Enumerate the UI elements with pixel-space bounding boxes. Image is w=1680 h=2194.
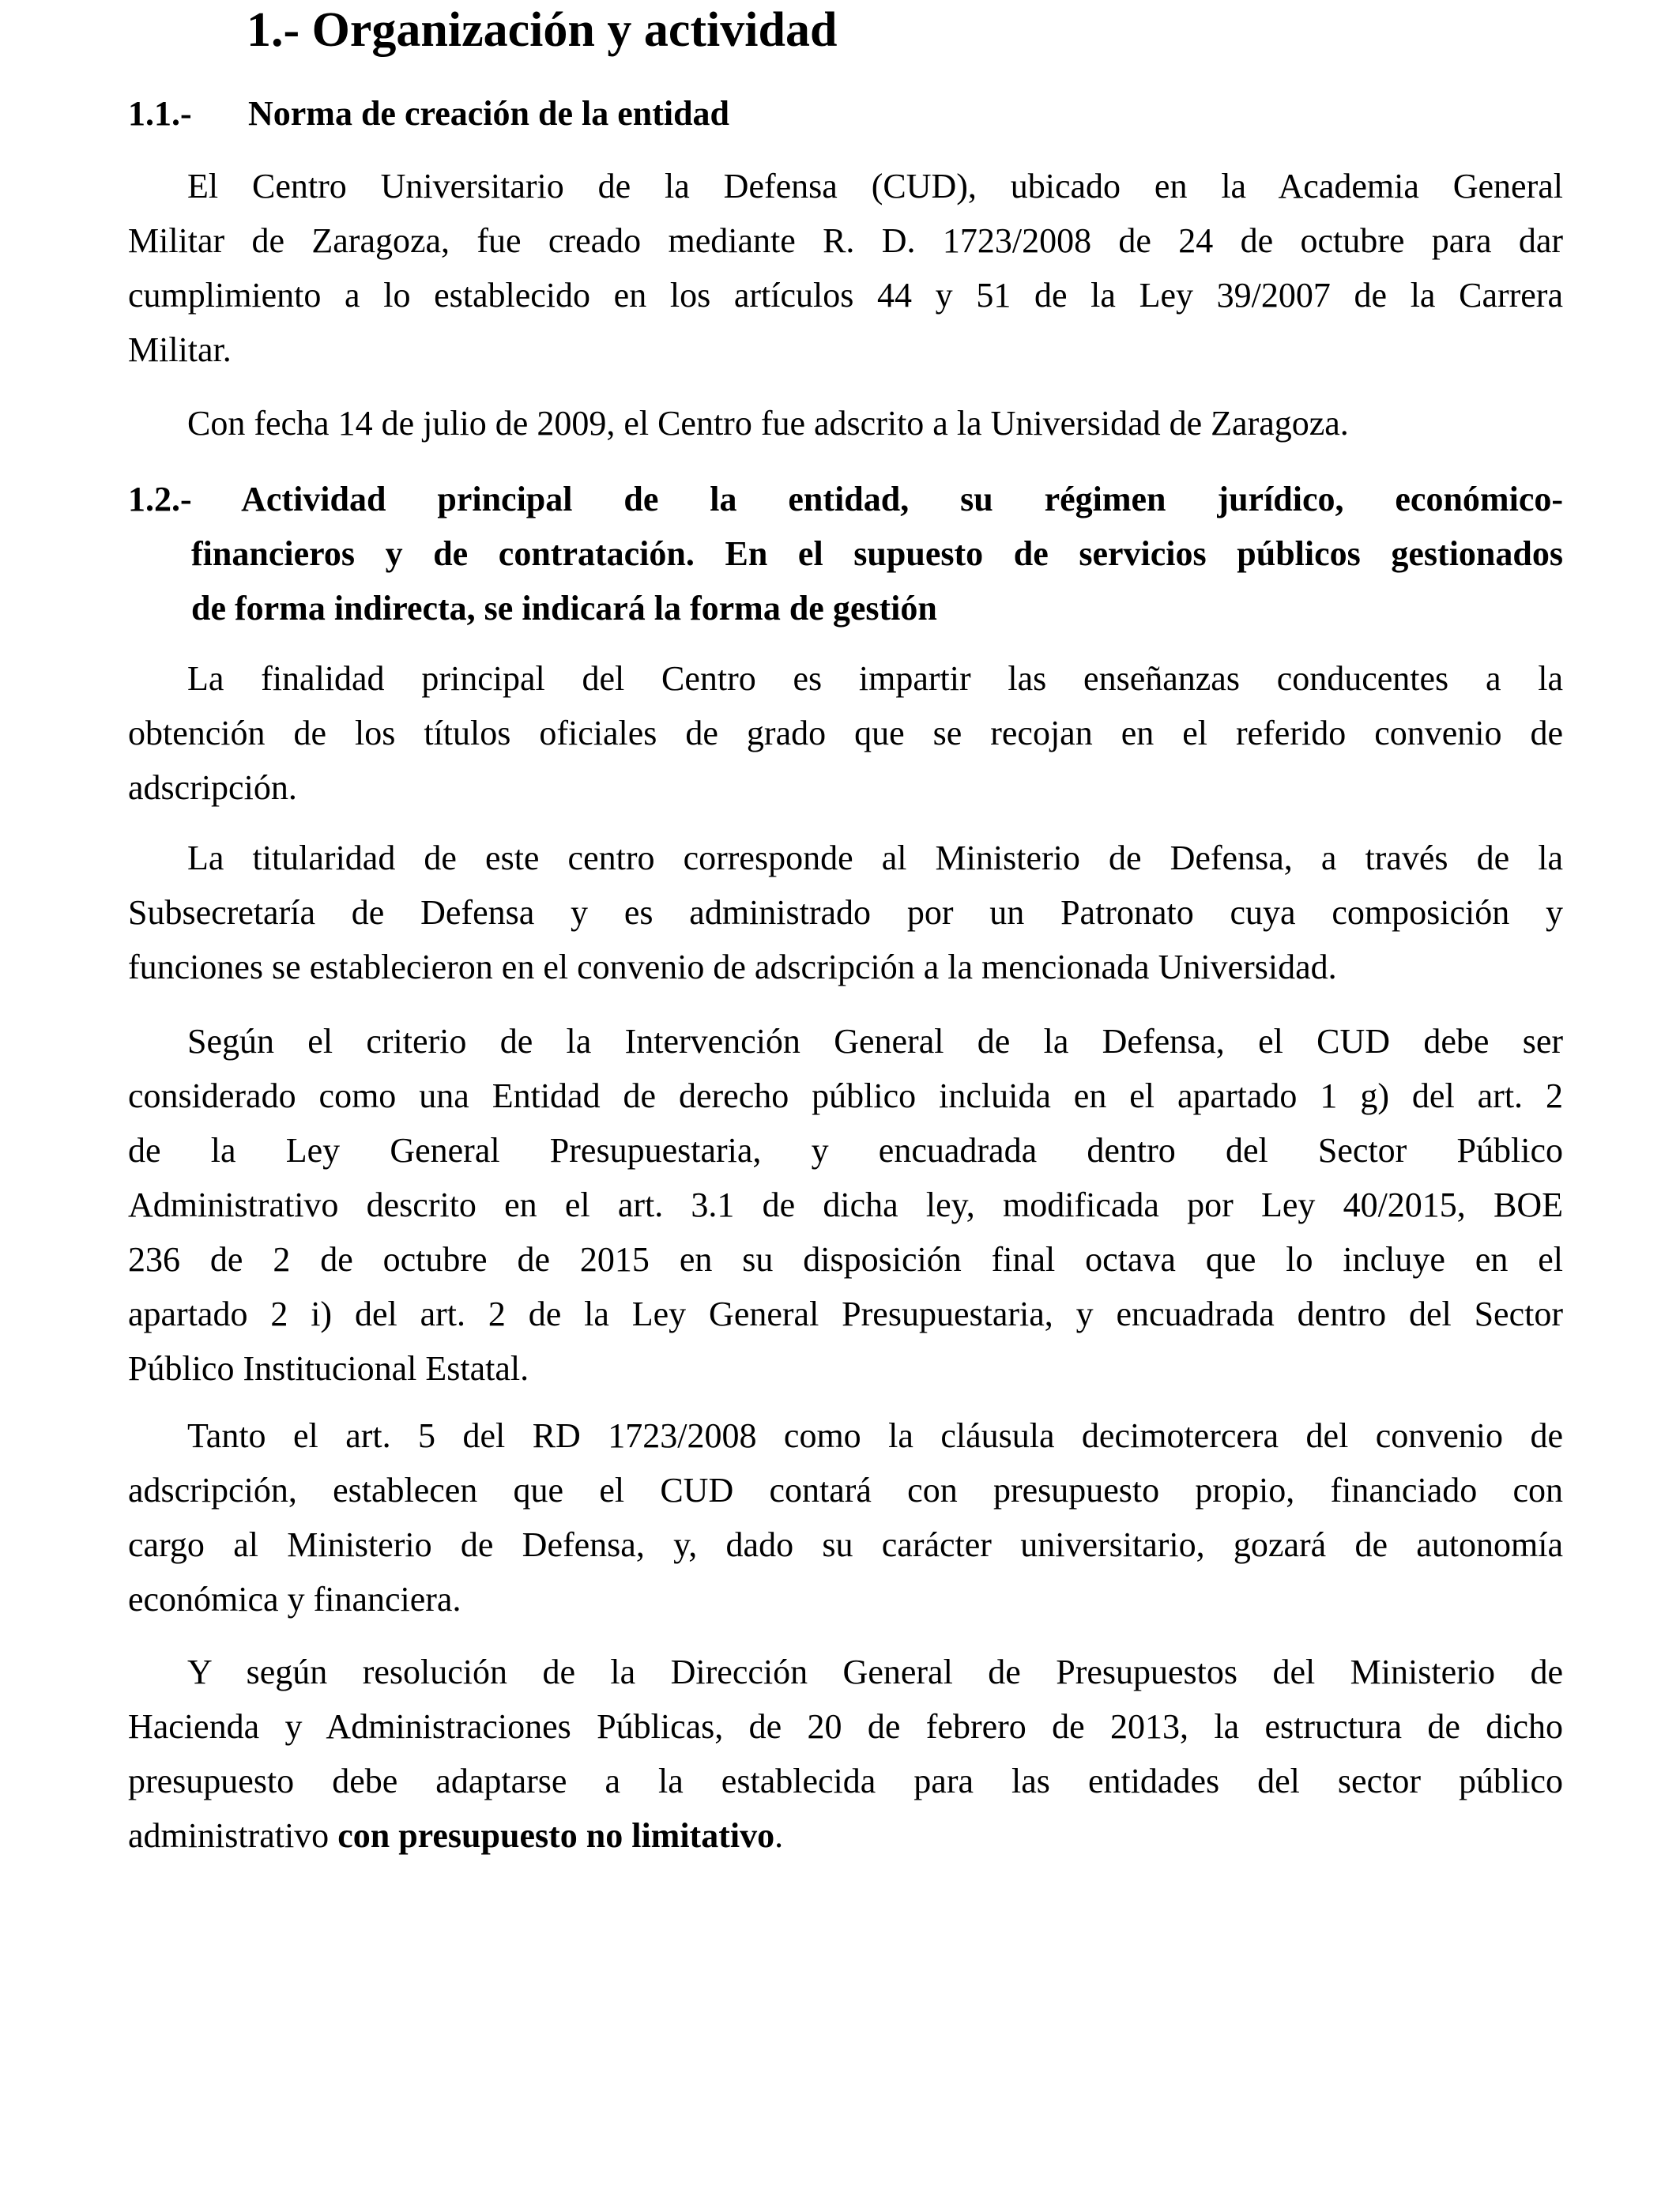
paragraph-legal-classification xyxy=(128,1014,1563,1396)
text-line: apartado 2 i) del art. 2 de la Ley General Presupuestaria, y encuadrada dentro del Sector xyxy=(128,1295,1563,1333)
text-line: adscripción, establecen que el CUD contará con presupuesto propio, financiado con xyxy=(128,1471,1563,1510)
heading-line: de forma indirecta, se indicará la forma de gestión xyxy=(191,589,937,628)
bold-emphasis: con presupuesto no limitativo xyxy=(337,1816,775,1855)
text-line: de la Ley General Presupuestaria, y encuadrada dentro del Sector Público xyxy=(128,1131,1563,1170)
text-line: Hacienda y Administraciones Públicas, de 20 de febrero de 2013, la estructura de dicho xyxy=(128,1707,1563,1746)
text-line: Con fecha 14 de julio de 2009, el Centro fue adscrito a la Universidad de Zaragoza. xyxy=(187,404,1349,443)
text-line: La titularidad de este centro corresponde al Ministerio de Defensa, a través de la xyxy=(187,839,1563,877)
text-line: El Centro Universitario de la Defensa (CUD), ubicado en la Academia General xyxy=(187,167,1563,205)
text-line: presupuesto debe adaptarse a la establecida para las entidades del sector público xyxy=(128,1762,1563,1800)
text-line: Y según resolución de la Dirección General de Presupuestos del Ministerio de xyxy=(187,1653,1563,1691)
paragraph-adscription-date xyxy=(128,396,1563,450)
text-line: cargo al Ministerio de Defensa, y, dado su carácter universitario, gozará de autonomía xyxy=(128,1525,1563,1564)
text-line: Militar de Zaragoza, fue creado mediante R. D. 1723/2008 de 24 de octubre para dar xyxy=(128,221,1563,260)
paragraph-ownership xyxy=(128,831,1563,994)
text-line: adscripción. xyxy=(128,768,297,807)
paragraph-budget xyxy=(128,1408,1563,1627)
section-1-1-title: Norma de creación de la entidad xyxy=(248,94,730,133)
heading-line: financieros y de contratación. En el supuesto de servicios públicos gestionados xyxy=(191,534,1563,573)
text-line: Administrativo descrito en el art. 3.1 de dicha ley, modificada por Ley 40/2015, BOE xyxy=(128,1186,1563,1224)
text-line: cumplimiento a lo establecido en los artículos 44 y 51 de la Ley 39/2007 de la Carrera xyxy=(128,276,1563,315)
text-line: Subsecretaría de Defensa y es administrado por un Patronato cuya composición y xyxy=(128,893,1563,932)
text-line: Tanto el art. 5 del RD 1723/2008 como la cláusula decimotercera del convenio de xyxy=(187,1416,1563,1455)
text-line: considerado como una Entidad de derecho público incluida en el apartado 1 g) del art. 2 xyxy=(128,1076,1563,1115)
text-line-end: . xyxy=(774,1816,784,1855)
paragraph-purpose xyxy=(128,651,1563,815)
paragraph-cud-creation xyxy=(128,159,1563,377)
text-line: La finalidad principal del Centro es impartir las enseñanzas conducentes a la xyxy=(187,659,1563,698)
heading-line: 1.2.- Actividad principal de la entidad, su régimen jurídico, económico- xyxy=(128,480,1563,518)
text-line: funciones se establecieron en el convenio de adscripción a la mencionada Universidad. xyxy=(128,948,1337,986)
text-line: económica y financiera. xyxy=(128,1580,461,1619)
text-line-normal: administrativo xyxy=(128,1816,338,1855)
text-line: Según el criterio de la Intervención General de la Defensa, el CUD debe ser xyxy=(187,1022,1563,1061)
text-line: Militar. xyxy=(128,330,232,369)
text-line xyxy=(128,1808,1563,1863)
text-line: obtención de los títulos oficiales de grado que se recojan en el referido convenio de xyxy=(128,714,1563,752)
paragraph-budget-structure xyxy=(128,1645,1563,1863)
section-1-1-number: 1.1.- xyxy=(128,94,192,133)
section-1-2-heading xyxy=(128,472,1563,635)
page-title: 1.- Organización y actividad xyxy=(247,3,838,57)
text-line: 236 de 2 de octubre de 2015 en su disposición final octava que lo incluye en el xyxy=(128,1240,1563,1279)
text-line: Público Institucional Estatal. xyxy=(128,1349,529,1388)
